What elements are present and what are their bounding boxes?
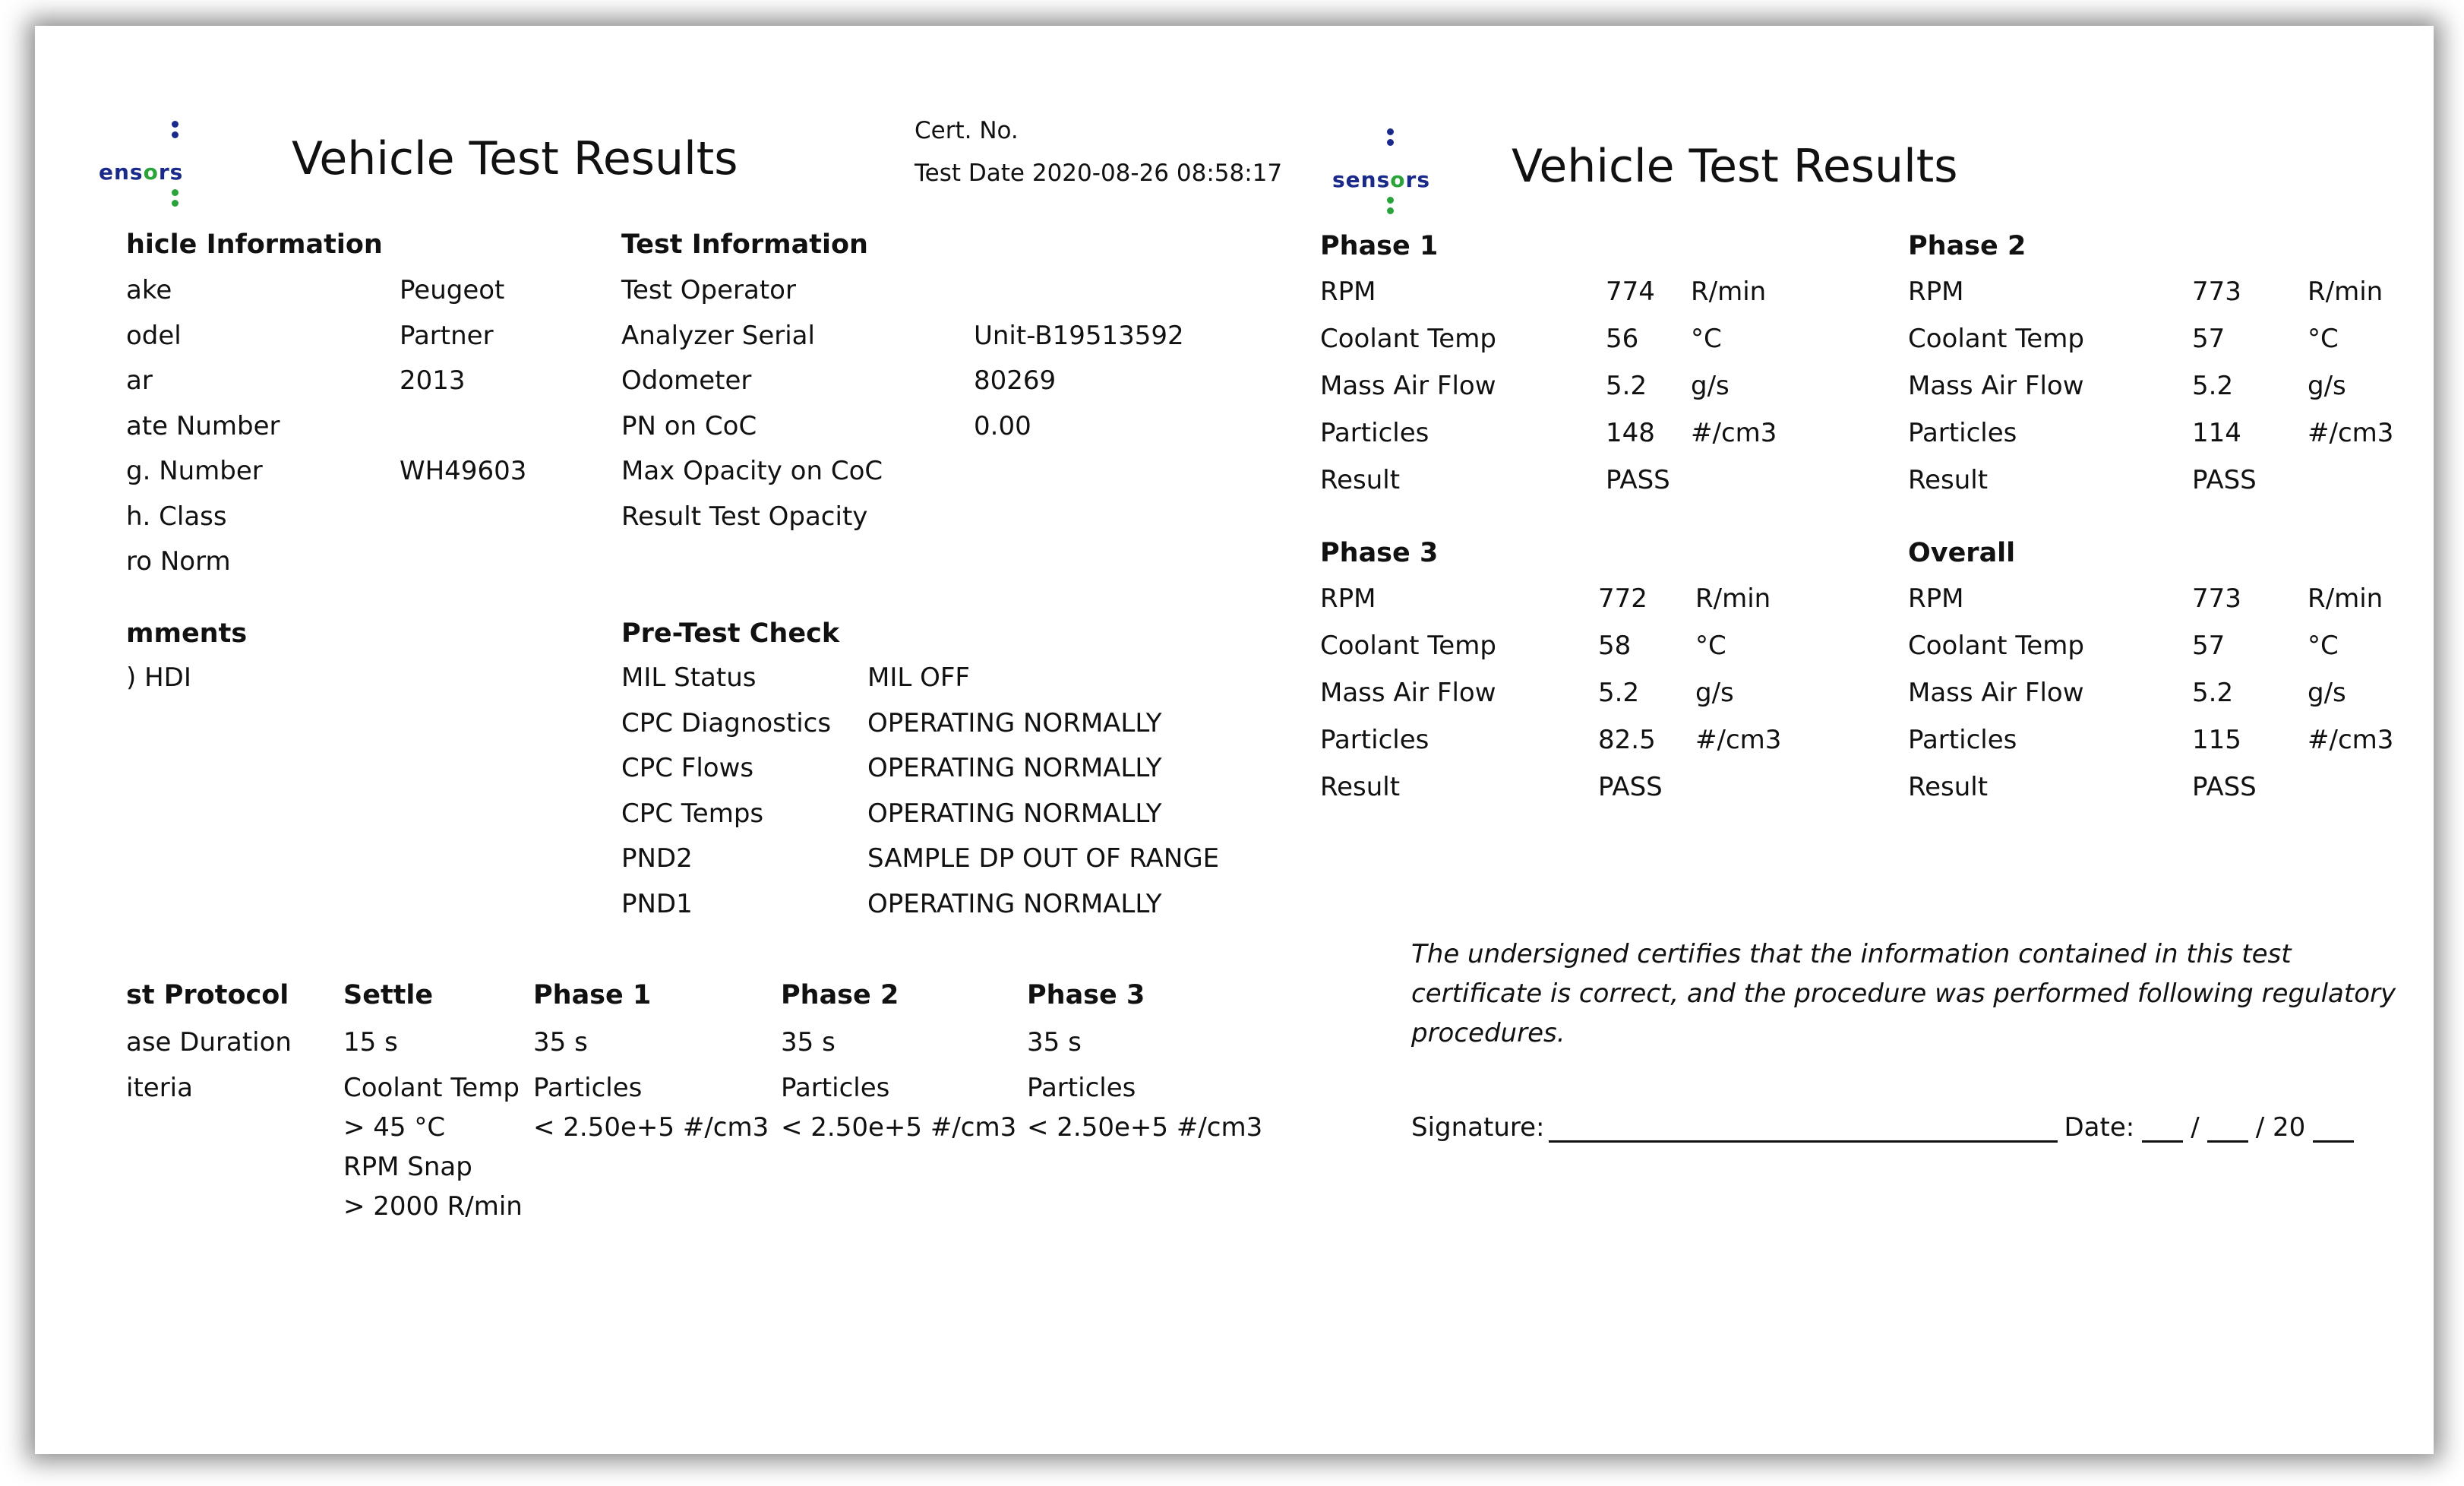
table-row-value: OPERATING NORMALLY — [867, 888, 1162, 919]
phase-row-value: 773 — [2192, 583, 2241, 614]
phase-row-value: 5.2 — [2192, 371, 2234, 401]
table-row-label: ro Norm — [126, 546, 231, 577]
protocol-criteria: Particles — [781, 1073, 890, 1103]
phase-row-unit: g/s — [2308, 678, 2346, 708]
phase-row-value: 5.2 — [1598, 678, 1640, 708]
protocol-header: Phase 2 — [781, 980, 899, 1010]
table-row-value: 80269 — [974, 365, 1057, 396]
protocol-criteria: > 2000 R/min — [343, 1191, 523, 1222]
protocol-criteria: < 2.50e+5 #/cm3 — [781, 1112, 1017, 1143]
phase-row-value: 56 — [1606, 324, 1639, 354]
sensors-logo: ensors — [99, 117, 213, 216]
phase-row-value: PASS — [2192, 465, 2257, 495]
test-date-value: 2020-08-26 08:58:17 — [1031, 160, 1283, 187]
phase-row-unit: R/min — [2308, 277, 2383, 307]
table-row-label: CPC Flows — [621, 753, 754, 783]
protocol-criteria: > 45 °C — [343, 1112, 446, 1143]
table-row-value: SAMPLE DP OUT OF RANGE — [867, 843, 1220, 874]
protocol-duration: 35 s — [1027, 1027, 1082, 1058]
right-sheet — [1281, 26, 2434, 1454]
phase-row-label: Coolant Temp — [1908, 631, 2084, 661]
table-row-value: Peugeot — [400, 275, 505, 305]
table-row-label: PN on CoC — [621, 410, 757, 441]
phase-row-label: Mass Air Flow — [1908, 371, 2084, 401]
left-sheet — [99, 26, 1314, 1454]
test-information-heading: Test Information — [621, 229, 868, 260]
phase-row-label: Mass Air Flow — [1908, 678, 2084, 708]
phase-row-label: Mass Air Flow — [1320, 678, 1496, 708]
table-row-value: 2013 — [400, 365, 466, 396]
comments-text: ) HDI — [126, 662, 191, 693]
table-row-value: WH49603 — [400, 456, 527, 486]
protocol-header: Phase 1 — [533, 980, 652, 1010]
phase-heading: Phase 3 — [1320, 538, 1439, 568]
phase-row-label: RPM — [1908, 277, 1964, 307]
protocol-header: st Protocol — [126, 980, 289, 1010]
date-month-field[interactable] — [2207, 1120, 2248, 1143]
phase-row-unit: °C — [1691, 324, 1722, 354]
table-row-label: PND1 — [621, 888, 693, 919]
phase-row-value: 774 — [1606, 277, 1655, 307]
phase-row-label: Particles — [1908, 725, 2017, 755]
table-row-value: Unit-B19513592 — [974, 320, 1184, 351]
phase-row-unit: °C — [2308, 631, 2339, 661]
phase-row-label: Particles — [1320, 725, 1429, 755]
phase-row-unit: g/s — [1695, 678, 1734, 708]
date-day-field[interactable] — [2142, 1120, 2183, 1143]
phase-row-label: RPM — [1908, 583, 1964, 614]
phase-row-value: 114 — [2192, 418, 2241, 448]
phase-heading: Phase 2 — [1908, 231, 2026, 261]
table-row-value: OPERATING NORMALLY — [867, 798, 1162, 829]
phase-heading: Overall — [1908, 538, 2016, 568]
phase-row-unit: #/cm3 — [1695, 725, 1782, 755]
phase-row-value: 148 — [1606, 418, 1655, 448]
table-row-label: Result Test Opacity — [621, 501, 868, 532]
protocol-criteria: Particles — [1027, 1073, 1136, 1103]
phase-row-unit: R/min — [1691, 277, 1767, 307]
phase-row-label: Result — [1908, 772, 1989, 802]
table-row-label: g. Number — [126, 456, 263, 486]
sensors-logo: sensors — [1332, 125, 1446, 223]
test-date: Test Date 2020-08-26 08:58:17 — [915, 160, 1283, 187]
protocol-criteria: < 2.50e+5 #/cm3 — [533, 1112, 769, 1143]
phase-row-value: PASS — [1606, 465, 1670, 495]
certification-statement: The undersigned certifies that the information contained in this test certificate is correct, and the procedure was performed following regulatory procedures. — [1411, 939, 2396, 1048]
signature-label: Signature: — [1411, 1112, 1545, 1143]
phase-row-label: Particles — [1908, 418, 2017, 448]
protocol-header: Settle — [343, 980, 434, 1010]
phase-row-value: 773 — [2192, 277, 2241, 307]
phase-heading: Phase 1 — [1320, 231, 1439, 261]
protocol-header: Phase 3 — [1027, 980, 1145, 1010]
phase-row-value: 57 — [2192, 631, 2225, 661]
vehicle-information-heading: hicle Information — [126, 229, 383, 260]
document-frame — [35, 26, 2434, 1454]
table-row-label: CPC Temps — [621, 798, 764, 829]
phase-row-unit: g/s — [2308, 371, 2346, 401]
phase-row-value: PASS — [2192, 772, 2257, 802]
protocol-row-label: ase Duration — [126, 1027, 292, 1058]
table-row-label: ake — [126, 275, 172, 305]
phase-row-unit: #/cm3 — [1691, 418, 1777, 448]
phase-row-value: 115 — [2192, 725, 2241, 755]
protocol-duration: 15 s — [343, 1027, 398, 1058]
phase-row-value: 82.5 — [1598, 725, 1656, 755]
phase-row-value: 5.2 — [1606, 371, 1647, 401]
table-row-value: OPERATING NORMALLY — [867, 707, 1162, 738]
phase-row-unit: g/s — [1691, 371, 1730, 401]
pre-test-check-heading: Pre-Test Check — [621, 618, 840, 649]
signature-line: Signature: Date: / / 20 — [1411, 1112, 2361, 1143]
table-row-label: PND2 — [621, 843, 693, 874]
table-row-label: Odometer — [621, 365, 752, 396]
phase-row-unit: °C — [2308, 324, 2339, 354]
table-row-label: Test Operator — [621, 275, 796, 305]
phase-row-value: 58 — [1598, 631, 1632, 661]
table-row-label: ate Number — [126, 410, 280, 441]
date-label: Date: — [2064, 1112, 2135, 1143]
table-row-label: odel — [126, 320, 182, 351]
phase-row-label: Result — [1320, 772, 1401, 802]
date-year-field[interactable] — [2313, 1120, 2354, 1143]
phase-row-unit: R/min — [1695, 583, 1771, 614]
phase-row-label: Result — [1908, 465, 1989, 495]
table-row-value: MIL OFF — [867, 662, 970, 693]
table-row-label: ar — [126, 365, 153, 396]
phase-row-value: PASS — [1598, 772, 1663, 802]
protocol-criteria: Particles — [533, 1073, 643, 1103]
protocol-criteria: < 2.50e+5 #/cm3 — [1027, 1112, 1263, 1143]
phase-row-label: Coolant Temp — [1320, 631, 1496, 661]
table-row-value: 0.00 — [974, 410, 1031, 441]
phase-row-label: Mass Air Flow — [1320, 371, 1496, 401]
phase-row-label: Coolant Temp — [1320, 324, 1496, 354]
table-row-label: CPC Diagnostics — [621, 707, 832, 738]
signature-field[interactable] — [1549, 1120, 2058, 1143]
phase-row-label: RPM — [1320, 277, 1376, 307]
phase-row-unit: #/cm3 — [2308, 725, 2394, 755]
comments-heading: mments — [126, 618, 248, 649]
page-title: Vehicle Test Results — [292, 132, 738, 185]
phase-row-value: 772 — [1598, 583, 1647, 614]
phase-row-unit: °C — [1695, 631, 1726, 661]
phase-row-unit: #/cm3 — [2308, 418, 2394, 448]
phase-row-label: Result — [1320, 465, 1401, 495]
page-title: Vehicle Test Results — [1512, 140, 1958, 193]
phase-row-label: Particles — [1320, 418, 1429, 448]
protocol-duration: 35 s — [781, 1027, 836, 1058]
table-row-label: MIL Status — [621, 662, 757, 693]
table-row-label: h. Class — [126, 501, 227, 532]
cert-no-label: Cert. No. — [915, 117, 1019, 144]
protocol-criteria: Coolant Temp — [343, 1073, 520, 1103]
protocol-duration: 35 s — [533, 1027, 588, 1058]
phase-row-unit: R/min — [2308, 583, 2383, 614]
protocol-criteria: RPM Snap — [343, 1152, 472, 1182]
phase-row-label: RPM — [1320, 583, 1376, 614]
protocol-row-label: iteria — [126, 1073, 193, 1103]
table-row-value: OPERATING NORMALLY — [867, 753, 1162, 783]
table-row-value: Partner — [400, 320, 494, 351]
phase-row-label: Coolant Temp — [1908, 324, 2084, 354]
table-row-label: Analyzer Serial — [621, 320, 815, 351]
table-row-label: Max Opacity on CoC — [621, 456, 883, 486]
phase-row-value: 57 — [2192, 324, 2225, 354]
phase-row-value: 5.2 — [2192, 678, 2234, 708]
